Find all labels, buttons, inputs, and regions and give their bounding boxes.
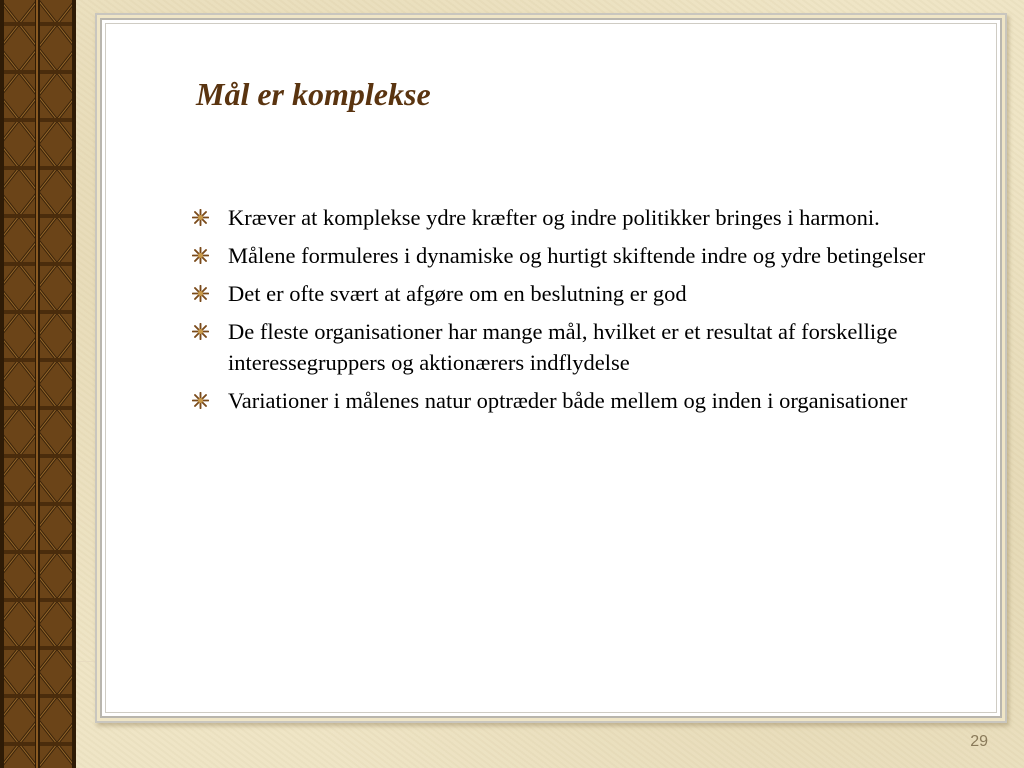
bullet-list (186, 202, 986, 423)
bullet-item (186, 202, 986, 233)
bullet-text: Det er ofte svært at afgøre om en beslutning er god (228, 281, 687, 306)
bullet-item (186, 385, 986, 416)
wooden-lattice-decoration (0, 0, 76, 768)
starburst-icon (192, 247, 209, 264)
starburst-icon (192, 285, 209, 302)
bullet-item (186, 278, 986, 309)
slide-title: Mål er komplekse (196, 76, 431, 112)
starburst-icon (192, 209, 209, 226)
starburst-icon (192, 323, 209, 340)
bullet-text: Variationer i målenes natur optræder både mellem og inden i organisationer (228, 388, 908, 413)
bullet-item (186, 240, 986, 271)
page-number: 29 (970, 733, 988, 750)
starburst-icon (192, 392, 209, 409)
bullet-text: Kræver at komplekse ydre kræfter og indre politikker bringes i harmoni. (228, 205, 880, 230)
bullet-text: De fleste organisationer har mange mål, hvilket er et resultat af forskellige interessegruppers og aktionærers indflydelse (228, 319, 898, 375)
slide-panel (100, 18, 1002, 718)
bullet-item (186, 316, 986, 378)
bullet-text: Målene formuleres i dynamiske og hurtigt skiftende indre og ydre betingelser (228, 243, 926, 268)
wooden-lattice-strip (0, 0, 76, 768)
